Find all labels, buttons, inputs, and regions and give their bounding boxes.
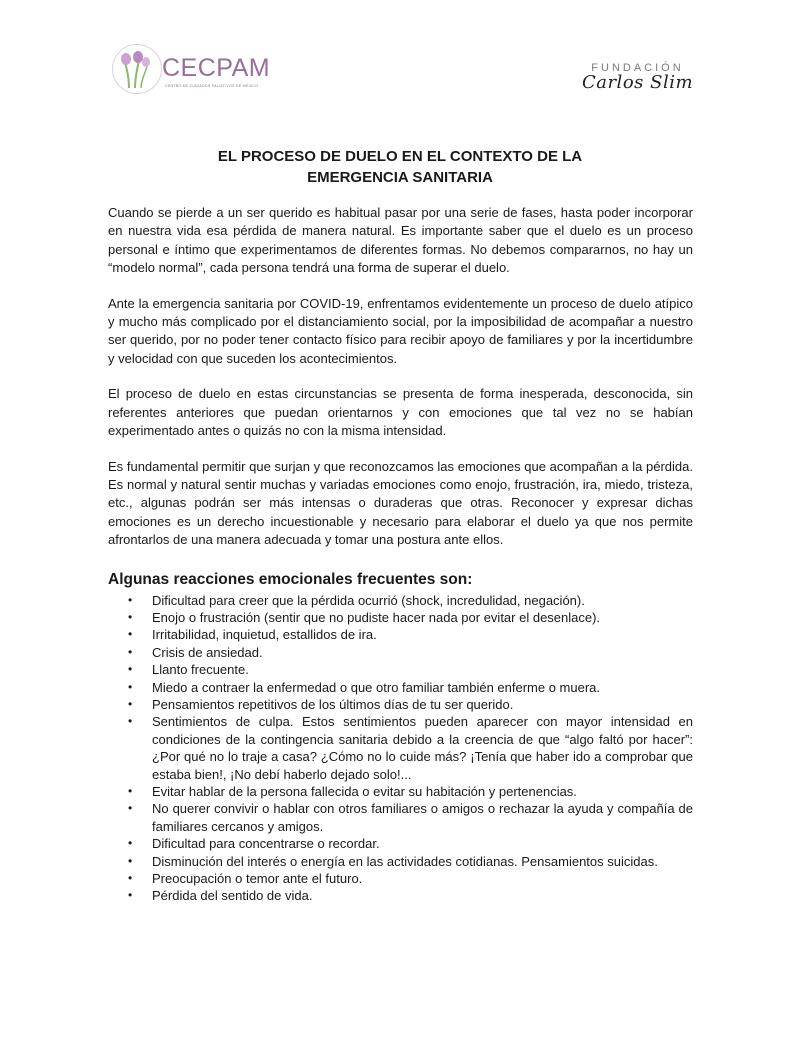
title-line-1: EL PROCESO DE DUELO EN EL CONTEXTO DE LA [217, 148, 583, 165]
paragraph: Cuando se pierde a un ser querido es habitual pasar por una serie de fases, hasta poder incorporar en nuestra vida esa pérdida de manera natural. Es importante saber que el duelo es un proceso personal e íntimo que experimentamos de diferentes formas. No debemos compararnos, no hay un “modelo normal”, cada persona tendrá una forma de superar el duelo. [108, 205, 693, 275]
document-header [0, 0, 800, 120]
list-item: • Crisis de ansiedad. [128, 644, 263, 660]
list-item: • Miedo a contraer la enfermedad o que otro familiar también enferme o muera. [128, 679, 601, 695]
cecpam-logo [112, 44, 272, 100]
cecpam-subtitle: CENTRO DE CUIDADOS PALIATIVOS DE MÉXICO [165, 84, 259, 88]
title-line-2: EMERGENCIA SANITARIA [307, 169, 493, 186]
bullet-icon: • [128, 592, 133, 607]
bullet-icon: • [128, 627, 133, 642]
bullet-icon: • [128, 784, 133, 799]
list-item: • Sentimientos de culpa. Estos sentimientos pueden aparecer con mayor intensidad en condiciones de la contingencia sanitaria debido a la creencia de que “algo faltó por hacer”: ¿Por qué no lo traje a casa? ¿Cómo no lo cuide más? ¡Tenía que haber ido a comprobar que estaba bien!, ¡No debí haberlo dejado solo!... [128, 714, 693, 782]
document-body [108, 204, 693, 905]
reactions-subheading: Algunas reacciones emocionales frecuentes son: [108, 571, 473, 589]
list-item: • No querer convivir o hablar con otros familiares o amigos o rechazar la ayuda y compañía de familiares cercanos y amigos. [128, 801, 693, 834]
paragraph: Es fundamental permitir que surjan y que reconozcamos las emociones que acompañan a la pérdida. Es normal y natural sentir muchas y variadas emociones como enojo, frustración, ira, miedo, tristeza, etc., algunas podrán ser más intensas o duraderas que otras. Reconocer y expresar dichas emociones es un derecho incuestionable y necesario para elaborar el duelo ya que nos permite afrontarlos de una manera adecuada y tomar una postura ante ellos. [108, 458, 693, 547]
cecpam-wordmark: CECPAM [162, 54, 271, 82]
carlos-slim-signature: Carlos Slim [581, 72, 694, 93]
bullet-icon: • [128, 801, 133, 816]
list-item: • Llanto frecuente. [128, 662, 249, 678]
list-item: • Pensamientos repetitivos de los últimos días de tu ser querido. [128, 696, 514, 712]
bullet-icon: • [128, 871, 133, 886]
bullet-icon: • [128, 609, 133, 624]
bullet-icon: • [128, 679, 133, 694]
list-item: • Dificultad para concentrarse o recordar. [128, 836, 380, 852]
reactions-list [108, 592, 693, 905]
document-title [100, 146, 700, 188]
paragraph: Ante la emergencia sanitaria por COVID-19, enfrentamos evidentemente un proceso de duelo atípico y mucho más complicado por el distanciamiento social, por la imposibilidad de acompañar a nuestro ser querido, por no poder tener contacto físico para recibir apoyo de familiares y por la incertidumbre y velocidad con que suceden los acontecimientos. [108, 295, 693, 366]
bullet-icon: • [128, 888, 133, 903]
list-item: • Irritabilidad, inquietud, estallidos de ira. [128, 627, 377, 643]
list-item: • Disminución del interés o energía en las actividades cotidianas. Pensamientos suicidas. [128, 853, 658, 869]
list-item: • Dificultad para creer que la pérdida ocurrió (shock, incredulidad, negación). [128, 592, 585, 608]
bullet-icon: • [128, 662, 133, 677]
flower-logo-icon [112, 44, 162, 94]
bullet-icon: • [128, 853, 133, 868]
paragraph: El proceso de duelo en estas circunstancias se presenta de forma inesperada, desconocida, sin referentes anteriores que puedan orientarnos y con emociones que tal vez no se habían experimentado antes o quizás no con la misma intensidad. [108, 386, 693, 438]
list-item: • Preocupación o temor ante el futuro. [128, 871, 363, 887]
fundacion-label: FUNDACIÓN [591, 62, 684, 74]
list-item: • Evitar hablar de la persona fallecida o evitar su habitación y pertenencias. [128, 784, 577, 800]
fundacion-carlos-slim-logo [580, 62, 695, 93]
list-item: • Enojo o frustración (sentir que no pudiste hacer nada por evitar el desenlace). [128, 609, 601, 625]
bullet-icon: • [128, 644, 133, 659]
bullet-icon: • [128, 696, 133, 711]
bullet-icon: • [128, 714, 133, 729]
list-item: • Pérdida del sentido de vida. [128, 888, 313, 904]
bullet-icon: • [128, 836, 133, 851]
